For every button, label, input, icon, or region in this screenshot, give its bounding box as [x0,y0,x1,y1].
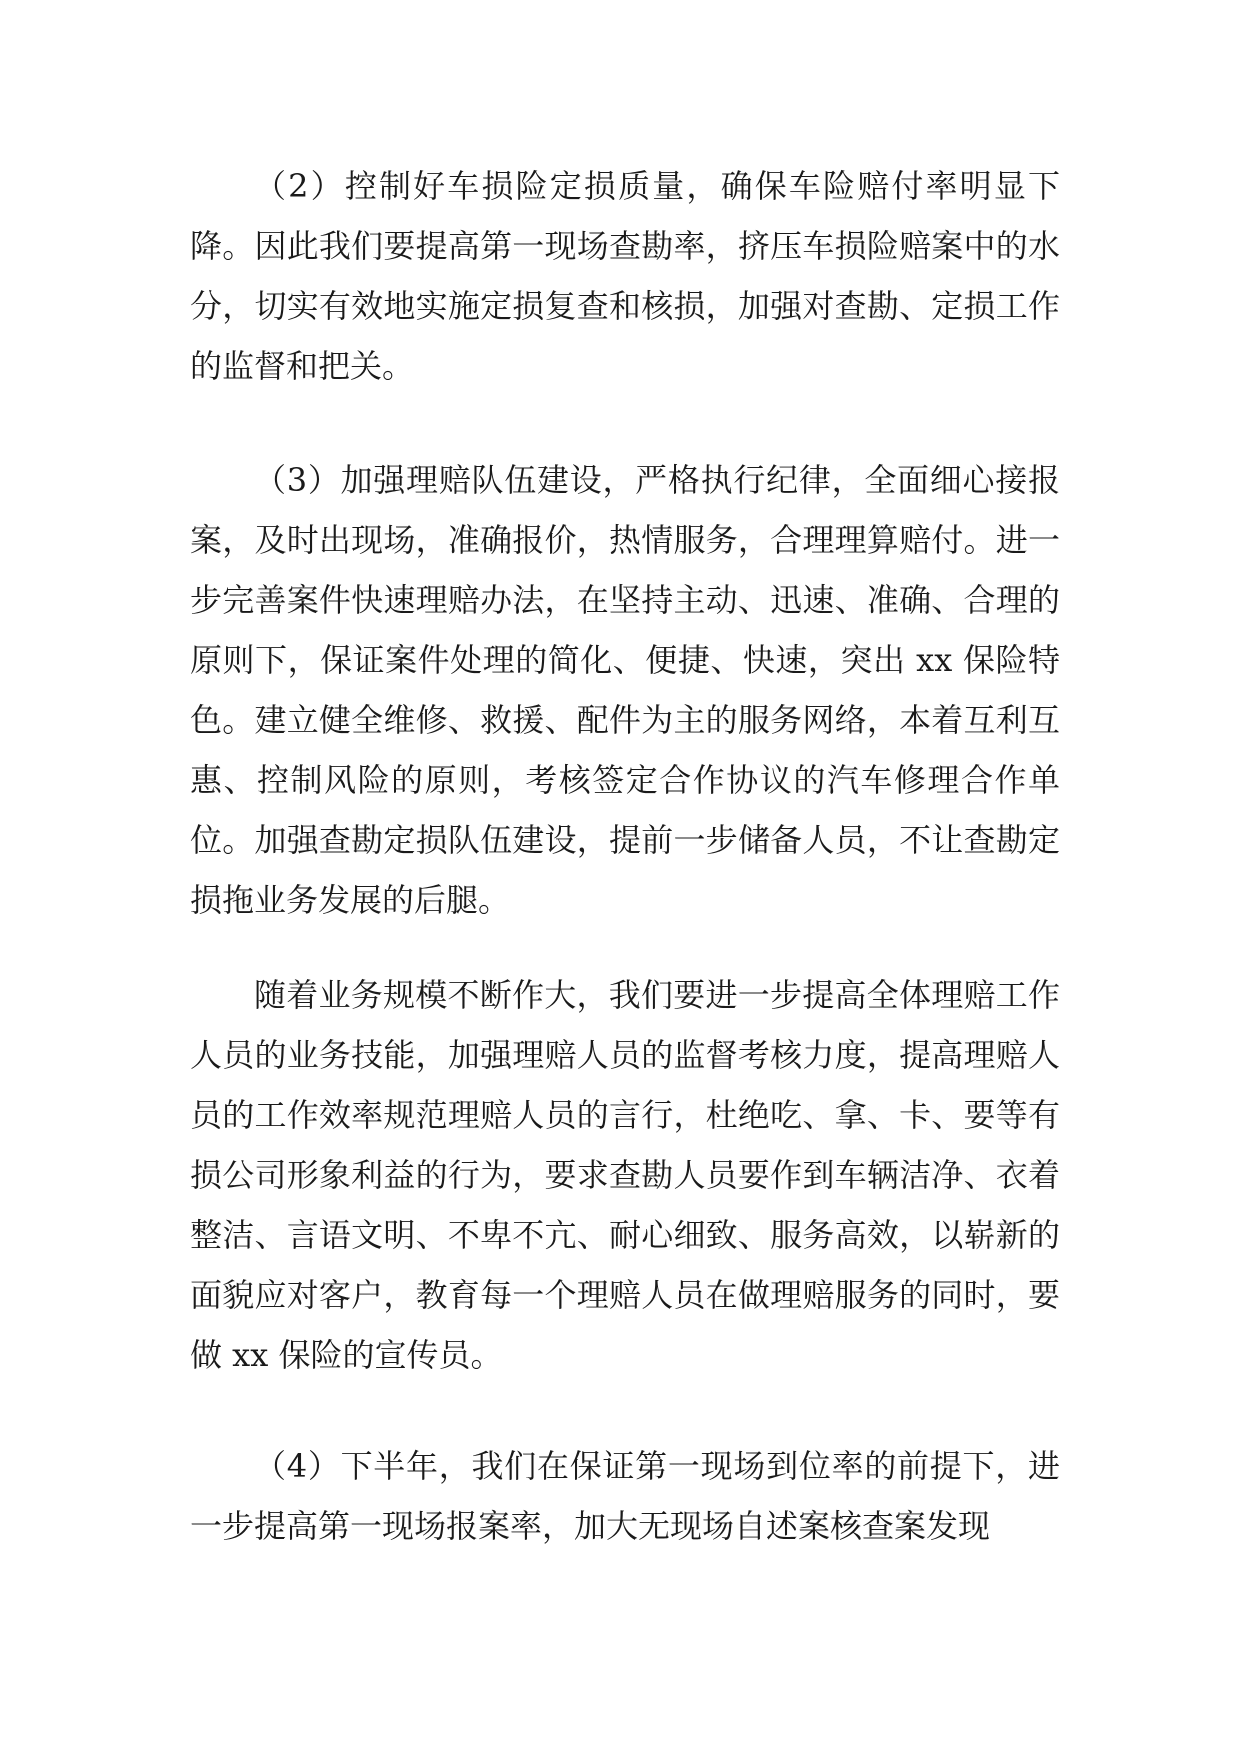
paragraph-staff-skills: 随着业务规模不断作大，我们要进一步提高全体理赔工作人员的业务技能，加强理赔人员的监督考核力度，提高理赔人员的工作效率规范理赔人员的言行，杜绝吃、拿、卡、要等有损公司形象利益的行为，要求查勘人员要作到车辆洁净、衣着整洁、言语文明、不卑不亢、耐心细致、服务高效，以崭新的面貌应对客户，教育每一个理赔人员在做理赔服务的同时，要做 xx 保险的宣传员。 [190,976,1060,1374]
paragraph-claims-team: （3）加强理赔队伍建设，严格执行纪律，全面细心接报案，及时出现场，准确报价，热情服务，合理理算赔付。进一步完善案件快速理赔办法，在坚持主动、迅速、准确、合理的原则下，保证案件处理的简化、便捷、快速，突出 xx 保险特色。建立健全维修、救援、配件为主的服务网络，本着互利互惠、控制风险的原则，考核签定合作协议的汽车修理合作单位。加强查勘定损队伍建设，提前一步储备人员，不让查勘定损拖业务发展的后腿。 [190,461,1060,919]
paragraph-second-half: （4）下半年，我们在保证第一现场到位率的前提下，进一步提高第一现场报案率，加大无现场自述案核查案发现 [190,1447,1060,1545]
paragraph-car-damage-quality: （2）控制好车损险定损质量，确保车险赔付率明显下降。因此我们要提高第一现场查勘率，挤压车损险赔案中的水分，切实有效地实施定损复查和核损，加强对查勘、定损工作的监督和把关。 [190,167,1060,385]
